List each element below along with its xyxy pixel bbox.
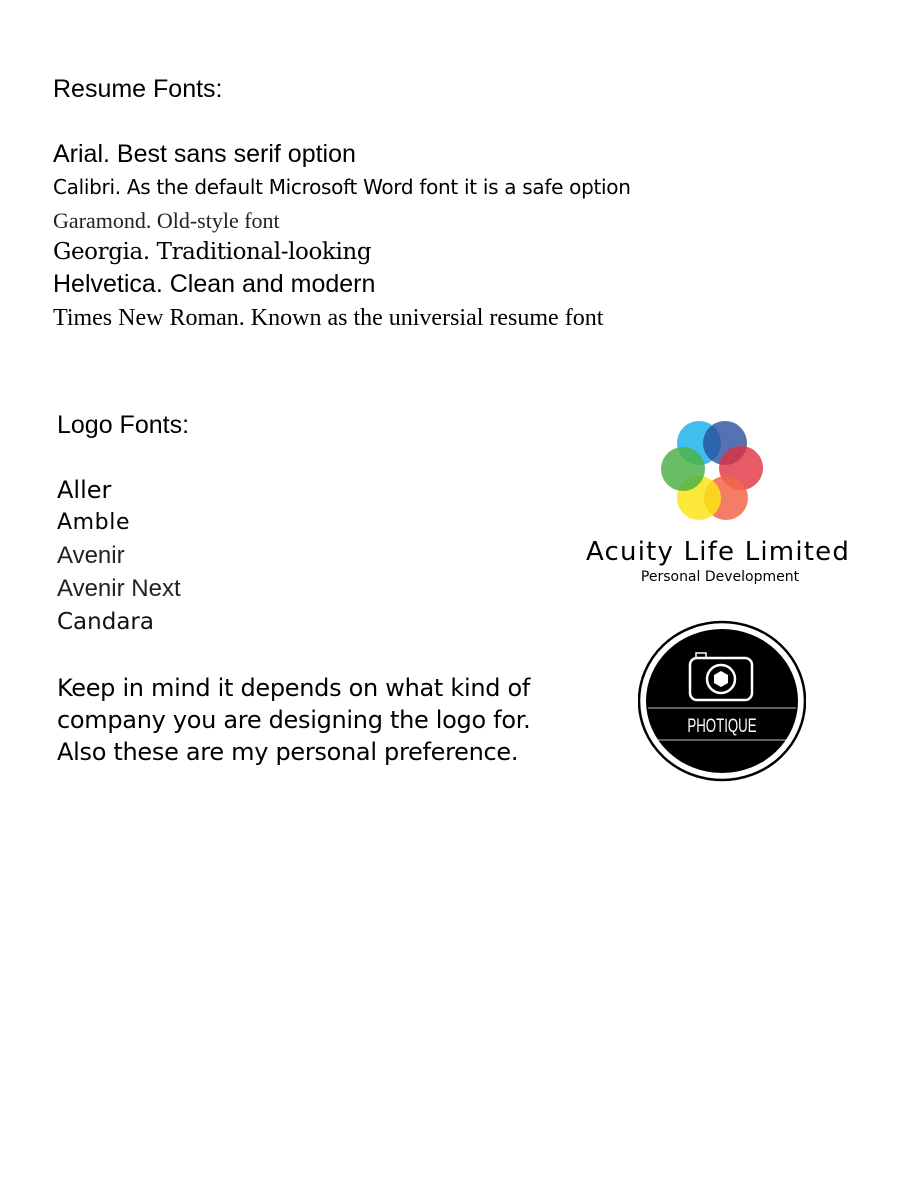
logo-font-amble: Amble [57,510,131,535]
logo-font-aller: Aller [57,476,112,504]
resume-font-helvetica: Helvetica. Clean and modern [53,270,376,298]
logo-font-candara: Candara [57,609,154,635]
logo-font-avenir: Avenir [57,542,125,569]
acuity-logo-name: Acuity Life Limited [586,537,851,567]
preference-note [57,672,530,768]
acuity-circle-green [661,447,705,491]
photique-logo-name: PHOTIQUE [687,714,757,737]
note-line: company you are designing the logo for. [57,706,531,734]
logo-font-avenir-next: Avenir Next [57,575,181,602]
resume-font-calibri: Calibri. As the default Microsoft Word font it is a safe option [53,175,631,199]
resume-fonts-heading: Resume Fonts: [53,75,223,103]
resume-font-garamond: Garamond. Old-style font [53,208,280,233]
logo-fonts-heading: Logo Fonts: [57,411,190,439]
acuity-logo-tagline: Personal Development [640,569,800,585]
resume-font-arial: Arial. Best sans serif option [53,140,356,168]
resume-font-times: Times New Roman. Known as the universial resume font [53,305,604,331]
overlapping-circles-flower-icon [656,416,768,528]
note-line: Keep in mind it depends on what kind of [57,674,531,702]
note-line: Also these are my personal preference. [57,738,519,766]
photique-logo [638,620,806,782]
resume-font-georgia: Georgia. Traditional-looking [53,239,372,265]
